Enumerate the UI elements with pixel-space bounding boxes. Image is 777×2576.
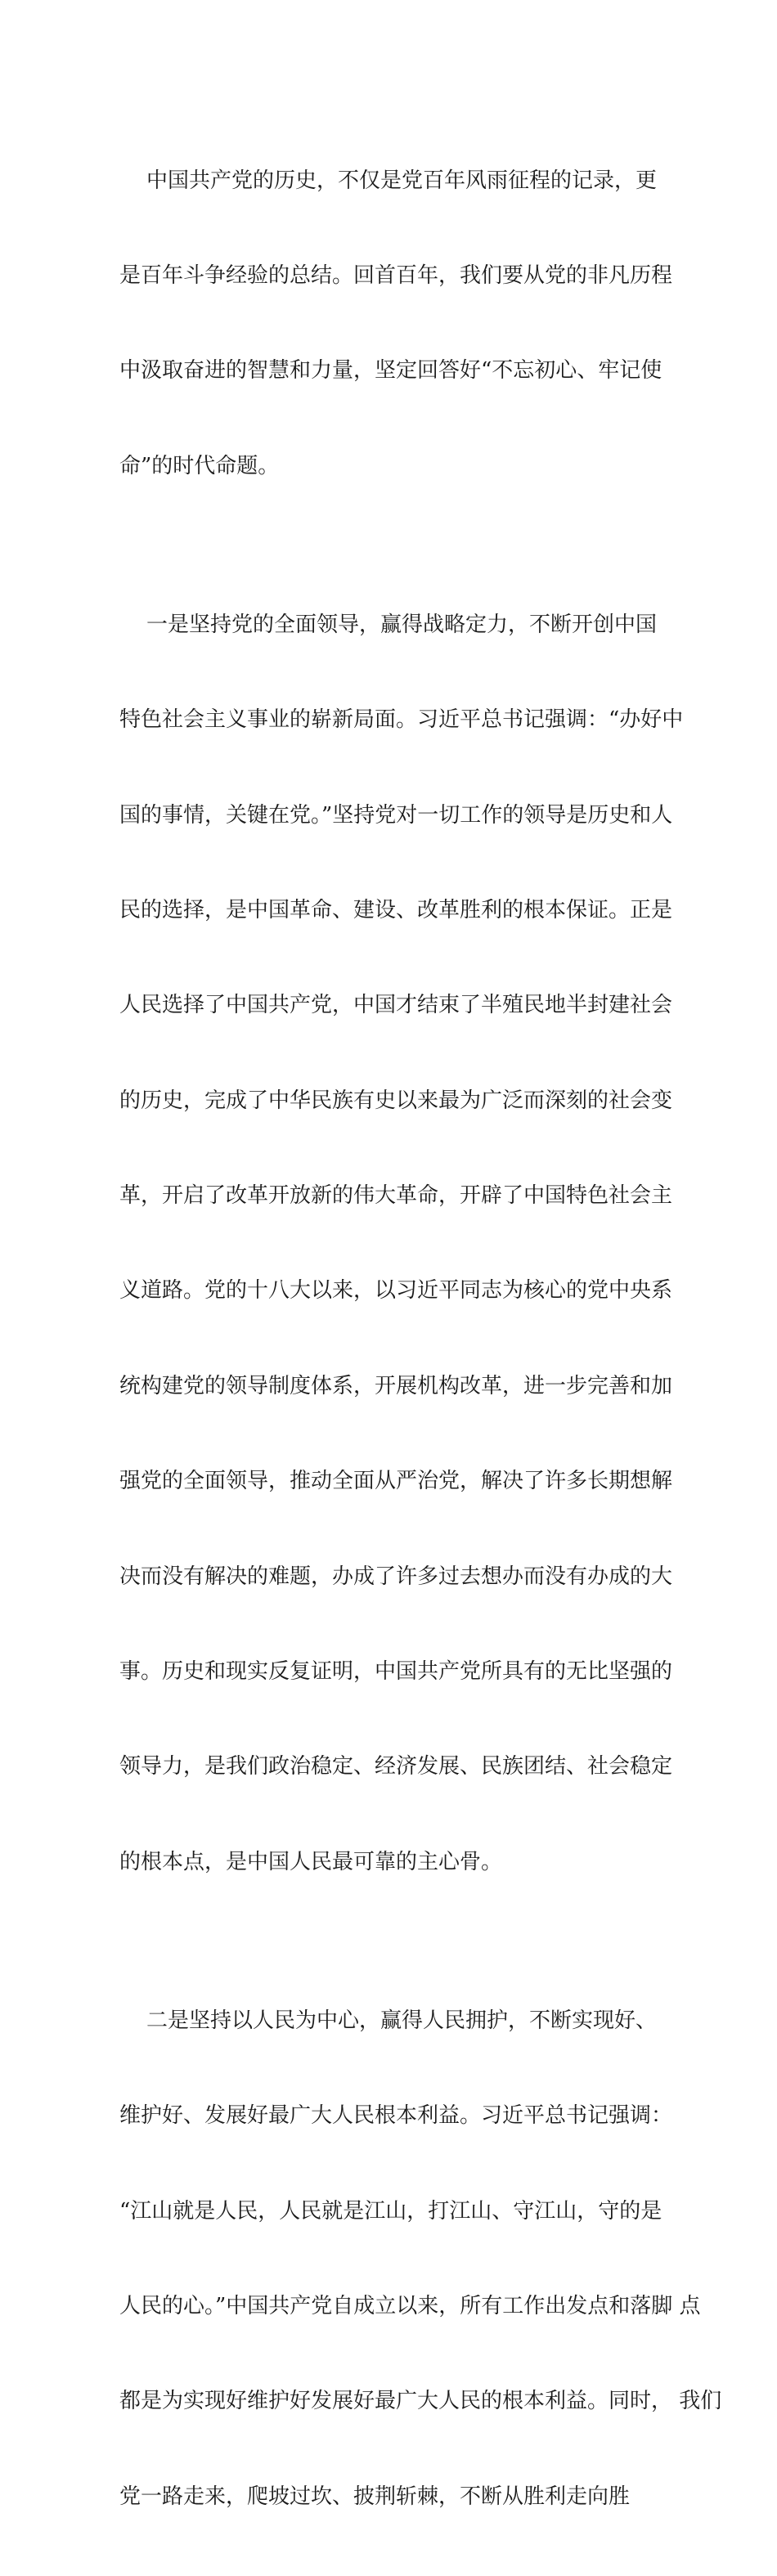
paragraph-intro	[119, 101, 685, 545]
text-line: 都是为实现好维护好发展好最广大人民的根本利益。同时， 我们	[119, 2389, 722, 2414]
text-line: “江山就是人民，人民就是江山，打江山、守江山，守的是	[119, 2198, 662, 2224]
document-body	[119, 101, 722, 2576]
paragraph-party-leadership	[119, 545, 685, 1941]
text-line: 义道路。党的十八大以来，以习近平同志为核心的党中央系	[119, 1278, 673, 1304]
text-line: 的历史，完成了中华民族有史以来最为广泛而深刻的社会变	[119, 1088, 673, 1113]
text-line: 强党的全面领导，推动全面从严治党，解决了许多长期想解	[119, 1469, 673, 1494]
text-line: 中国共产党的历史，不仅是党百年风雨征程的记录，更	[119, 168, 658, 193]
text-line: 人民的心。”中国共产党自成立以来，所有工作出发点和落脚 点	[119, 2293, 701, 2318]
text-line: 是百年斗争经验的总结。回首百年，我们要从党的非凡历程	[119, 263, 673, 288]
text-line: 特色社会主义事业的崭新局面。习近平总书记强调：“办好中	[119, 707, 684, 733]
text-line: 党一路走来，爬坡过坎、披荆斩棘，不断从胜利走向胜	[119, 2484, 631, 2509]
paragraph-people-centered	[119, 1941, 722, 2576]
text-line: 统构建党的领导制度体系，开展机构改革，进一步完善和加	[119, 1373, 673, 1398]
text-line: 一是坚持党的全面领导，赢得战略定力，不断开创中国	[119, 612, 658, 637]
text-line: 二是坚持以人民为中心，赢得人民拥护，不断实现好、	[119, 2008, 658, 2033]
text-line: 革，开启了改革开放新的伟大革命，开辟了中国特色社会主	[119, 1183, 673, 1209]
text-line: 维护好、发展好最广大人民根本利益。习近平总书记强调：	[119, 2103, 673, 2129]
text-line: 决而没有解决的难题，办成了许多过去想办而没有办成的大	[119, 1564, 673, 1589]
text-line: 事。历史和现实反复证明，中国共产党所具有的无比坚强的	[119, 1659, 673, 1685]
text-line: 领导力，是我们政治稳定、经济发展、民族团结、社会稳定	[119, 1754, 673, 1779]
text-line: 人民选择了中国共产党，中国才结束了半殖民地半封建社会	[119, 993, 673, 1018]
text-line: 中汲取奋进的智慧和力量，坚定回答好“不忘初心、牢记使	[119, 358, 662, 384]
text-line: 的根本点，是中国人民最可靠的主心骨。	[119, 1849, 503, 1874]
text-line: 命”的时代命题。	[119, 453, 280, 478]
text-line: 国的事情，关键在党。”坚持党对一切工作的领导是历史和人	[119, 802, 673, 828]
text-line: 民的选择，是中国革命、建设、改革胜利的根本保证。正是	[119, 897, 673, 922]
